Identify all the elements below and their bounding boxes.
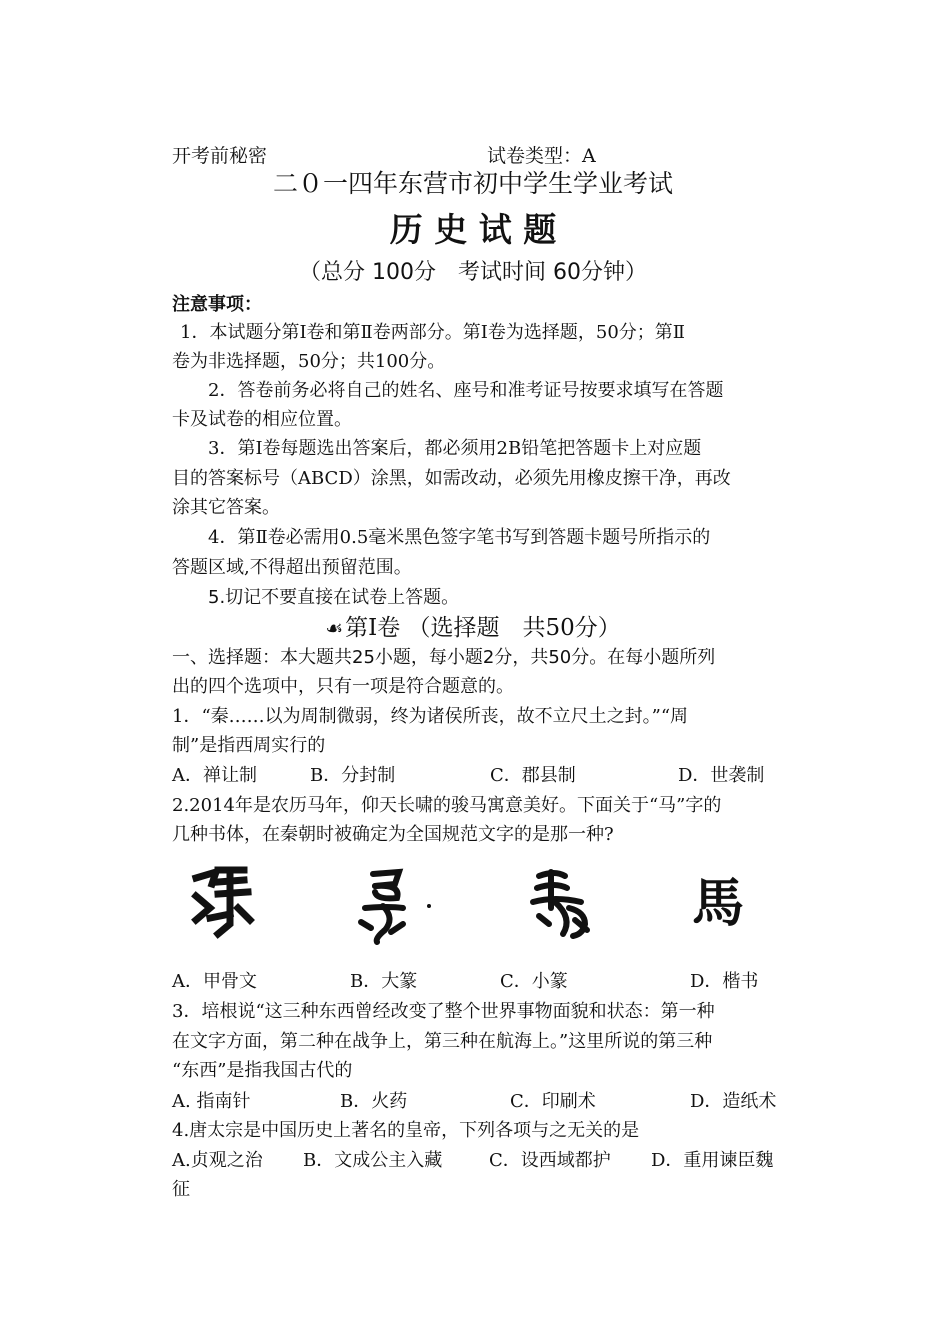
q2-option-b: B．大篆 bbox=[350, 971, 418, 992]
q3-option-b: B．火药 bbox=[340, 1091, 408, 1112]
notice-line: 卷为非选择题，50分；共100分。 bbox=[172, 351, 446, 372]
q4-option-d: D．重用谏臣魏 bbox=[651, 1150, 774, 1171]
q4-option-b: B．文成公主入藏 bbox=[303, 1150, 443, 1171]
question-3-line: 3．培根说“这三种东西曾经改变了整个世界事物面貌和状态：第一种 bbox=[172, 1001, 715, 1022]
notice-line: 2．答卷前务必将自己的姓名、座号和准考证号按要求填写在答题 bbox=[208, 380, 724, 401]
q3-option-d: D．造纸术 bbox=[690, 1091, 777, 1112]
q1-option-b: B．分封制 bbox=[310, 765, 396, 786]
question-2-line: 几种书体，在秦朝时被确定为全国规范文字的是那一种? bbox=[172, 824, 614, 845]
q2-option-c: C．小篆 bbox=[500, 971, 568, 992]
q4-option-c: C．设西域都护 bbox=[489, 1150, 611, 1171]
question-3-line: 在文字方面，第二种在战争上，第三种在航海上。”这里所说的第三种 bbox=[172, 1031, 713, 1052]
xiaozhuan-horse-icon bbox=[525, 862, 615, 952]
q2-option-a: A．甲骨文 bbox=[172, 971, 257, 992]
notice-line: 3．第Ⅰ卷每题选出答案后，都必须用2B铅笔把答题卡上对应题 bbox=[208, 438, 702, 459]
q3-option-c: C．印刷术 bbox=[510, 1091, 596, 1112]
q4-option-a: A.贞观之治 bbox=[172, 1150, 263, 1171]
dazhuan-horse-icon bbox=[355, 862, 445, 952]
q1-option-d: D．世袭制 bbox=[678, 765, 765, 786]
notice-line: 4．第Ⅱ卷必需用0.5毫米黑色签字笔书写到答题卡题号所指示的 bbox=[208, 527, 711, 548]
exam-title: 二０一四年东营市初中学生学业考试 bbox=[272, 169, 673, 198]
glyph-dot bbox=[427, 904, 431, 908]
question-3-line: “东西”是指我国古代的 bbox=[172, 1060, 353, 1081]
q4-option-d-tail: 征 bbox=[172, 1179, 190, 1200]
section-instruction: 一、选择题：本大题共25小题，每小题2分，共50分。在每小题所列 bbox=[172, 647, 716, 668]
question-1-line: 制”是指西周实行的 bbox=[172, 735, 326, 756]
q1-option-a: A．禅让制 bbox=[172, 765, 257, 786]
section-title-row bbox=[0, 612, 946, 644]
notice-line: 1．本试题分第Ⅰ卷和第Ⅱ卷两部分。第Ⅰ卷为选择题，50分；第Ⅱ bbox=[180, 322, 686, 343]
jiaguwen-horse-icon bbox=[188, 862, 278, 952]
q2-option-d: D．楷书 bbox=[690, 971, 759, 992]
q3-option-a: A. 指南针 bbox=[172, 1091, 251, 1112]
question-1-line: 1．“秦……以为周制微弱，终为诸侯所丧，故不立尺土之封。”“周 bbox=[172, 706, 689, 727]
notice-line: 5.切记不要直接在试卷上答题。 bbox=[208, 587, 460, 608]
subject-title: 历 史 试 题 bbox=[389, 210, 557, 249]
section-mark-icon: ☙ bbox=[325, 616, 344, 640]
section-title: 第Ⅰ卷 （选择题 共50分） bbox=[345, 615, 621, 641]
question-2-line: 2.2014年是农历马年，仰天长啸的骏马寓意美好。下面关于“马”字的 bbox=[172, 795, 722, 816]
score-time: （总分 100分 考试时间 60分钟） bbox=[299, 260, 647, 285]
secret-label: 开考前秘密 bbox=[172, 145, 268, 167]
q1-option-c: C．郡县制 bbox=[490, 765, 576, 786]
paper-type-label: 试卷类型：A bbox=[487, 145, 596, 167]
kaishu-horse-icon: 馬 bbox=[691, 874, 744, 934]
notice-line: 卡及试卷的相应位置。 bbox=[172, 409, 352, 430]
notice-line: 涂其它答案。 bbox=[172, 497, 280, 518]
notice-heading: 注意事项： bbox=[172, 294, 262, 315]
section-instruction: 出的四个选项中，只有一项是符合题意的。 bbox=[172, 676, 514, 697]
notice-line: 目的答案标号（ABCD）涂黑，如需改动，必须先用橡皮擦干净，再改 bbox=[172, 468, 731, 489]
notice-line: 答题区域,不得超出预留范围。 bbox=[172, 557, 412, 578]
question-4-line: 4.唐太宗是中国历史上著名的皇帝，下列各项与之无关的是 bbox=[172, 1120, 640, 1141]
